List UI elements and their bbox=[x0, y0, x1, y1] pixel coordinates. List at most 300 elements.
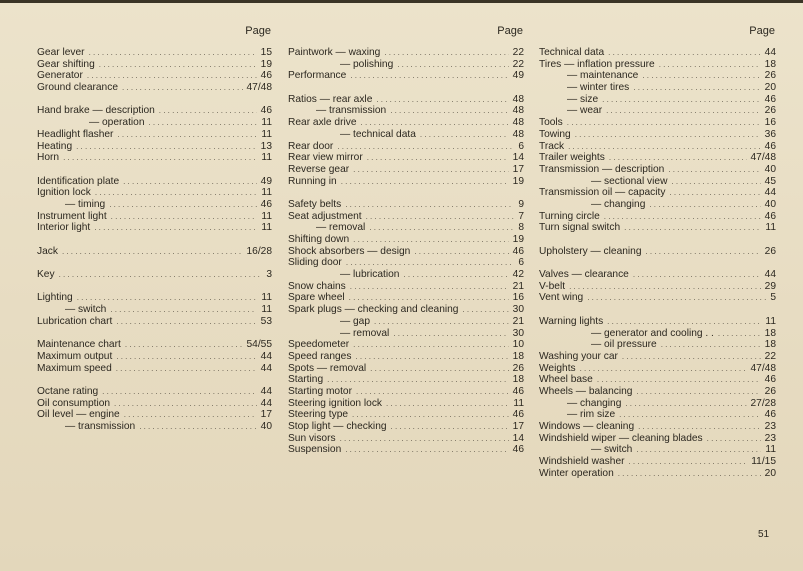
index-entry bbox=[288, 409, 524, 421]
index-term: — gap bbox=[340, 315, 371, 327]
index-term: — winter tires bbox=[567, 82, 630, 94]
dot-leader bbox=[669, 187, 760, 199]
index-term: Spare wheel bbox=[288, 292, 345, 304]
dot-leader bbox=[139, 421, 256, 433]
index-page-ref: 3 bbox=[266, 269, 272, 281]
index-page-ref: 14 bbox=[512, 152, 524, 164]
index-page-ref: 22 bbox=[512, 47, 524, 58]
dot-leader bbox=[403, 269, 508, 281]
index-entry bbox=[288, 199, 524, 211]
index-term: — maintenance bbox=[567, 70, 639, 82]
dot-leader bbox=[636, 386, 760, 398]
dot-leader bbox=[353, 164, 509, 176]
index-entry bbox=[37, 398, 272, 410]
index-term: Shifting down bbox=[288, 234, 350, 245]
index-term: Instrument light bbox=[37, 210, 107, 222]
index-page-ref: 15 bbox=[260, 47, 272, 58]
index-term: Turning circle bbox=[539, 210, 600, 222]
index-entry bbox=[539, 59, 776, 71]
index-page-ref: 48 bbox=[512, 128, 524, 140]
index-page-ref: 54/55 bbox=[246, 339, 272, 351]
index-page-ref: 9 bbox=[518, 198, 524, 210]
index-term: Maintenance chart bbox=[37, 339, 121, 351]
index-page-ref: 16 bbox=[512, 292, 524, 304]
dot-leader bbox=[94, 222, 257, 234]
dot-leader bbox=[384, 47, 508, 59]
index-term: Windshield wiper — cleaning blades bbox=[539, 432, 703, 444]
index-page-ref: 11 bbox=[261, 210, 272, 222]
index-term: Reverse gear bbox=[288, 163, 350, 175]
dot-leader bbox=[636, 444, 761, 456]
index-page-ref: 17 bbox=[512, 421, 524, 432]
index-entry bbox=[37, 351, 272, 363]
index-term: — changing bbox=[567, 397, 622, 409]
index-spacer bbox=[288, 187, 524, 199]
index-term: Heating bbox=[37, 140, 73, 152]
index-entry bbox=[288, 211, 524, 223]
index-term: — oil pressure bbox=[591, 339, 657, 351]
index-spacer bbox=[539, 304, 776, 316]
index-entry bbox=[37, 117, 272, 129]
dot-leader bbox=[102, 386, 256, 398]
index-entry bbox=[539, 117, 776, 129]
index-term: Maximum speed bbox=[37, 362, 112, 374]
index-term: Vent wing bbox=[539, 292, 584, 304]
index-page-ref: 27/28 bbox=[750, 397, 776, 409]
index-term: Identification plate bbox=[37, 175, 120, 187]
index-term: — rim size bbox=[567, 409, 616, 421]
dot-leader bbox=[659, 59, 761, 71]
index-entry bbox=[539, 94, 776, 106]
index-term: Seat adjustment bbox=[288, 210, 362, 222]
index-term: Maximum output bbox=[37, 350, 113, 362]
index-page-ref: 16/28 bbox=[246, 245, 272, 257]
index-page-ref: 49 bbox=[512, 70, 524, 82]
index-term: — size bbox=[567, 93, 599, 105]
dot-leader bbox=[341, 176, 509, 188]
index-entry bbox=[37, 211, 272, 223]
index-entry bbox=[288, 152, 524, 164]
index-page-ref: 40 bbox=[764, 198, 776, 210]
index-entry bbox=[37, 316, 272, 328]
index-term: Starting motor bbox=[288, 385, 352, 397]
index-term: Paintwork — waxing bbox=[288, 47, 381, 58]
index-page-ref: 46 bbox=[260, 70, 272, 82]
index-page-ref: 11 bbox=[765, 222, 776, 234]
index-term: Hand brake — description bbox=[37, 105, 155, 117]
dot-leader bbox=[597, 374, 761, 386]
index-term: Rear view mirror bbox=[288, 152, 363, 164]
index-term: Generator bbox=[37, 70, 83, 82]
dot-leader bbox=[420, 129, 509, 141]
index-term: Ignition lock bbox=[37, 187, 91, 199]
index-page-ref: 44 bbox=[260, 385, 272, 397]
dot-leader bbox=[114, 398, 257, 410]
index-entry bbox=[288, 386, 524, 398]
dot-leader bbox=[349, 292, 509, 304]
index-entry bbox=[539, 269, 776, 281]
dot-leader bbox=[124, 409, 257, 421]
index-entry bbox=[288, 117, 524, 129]
dot-leader bbox=[352, 409, 509, 421]
dot-leader bbox=[575, 129, 761, 141]
index-term: Valves — clearance bbox=[539, 269, 629, 281]
index-page-ref: 46 bbox=[512, 444, 524, 456]
dot-leader bbox=[462, 304, 508, 316]
index-term: Sliding door bbox=[288, 257, 342, 269]
index-page-ref: 20 bbox=[764, 467, 776, 479]
dot-leader bbox=[350, 70, 508, 82]
index-spacer bbox=[288, 82, 524, 94]
dot-leader bbox=[59, 269, 263, 281]
index-entry bbox=[288, 164, 524, 176]
page-column-header: Page bbox=[245, 25, 271, 37]
page-number: 51 bbox=[758, 529, 770, 540]
index-entry bbox=[288, 363, 524, 375]
dot-leader bbox=[374, 316, 509, 328]
index-entry bbox=[288, 129, 524, 141]
index-term: Track bbox=[539, 140, 565, 152]
index-term: Lighting bbox=[37, 292, 73, 304]
index-term: Sun visors bbox=[288, 432, 336, 444]
index-entry bbox=[288, 433, 524, 445]
dot-leader bbox=[356, 386, 509, 398]
index-spacer bbox=[37, 328, 272, 340]
index-entry bbox=[288, 316, 524, 328]
index-term: Stop light — checking bbox=[288, 421, 387, 432]
index-entry bbox=[539, 105, 776, 117]
dot-leader bbox=[123, 176, 257, 188]
index-page-ref: 13 bbox=[260, 140, 272, 152]
index-page-ref: 10 bbox=[512, 339, 524, 351]
index-page-ref: 36 bbox=[764, 128, 776, 140]
dot-leader bbox=[355, 351, 508, 363]
index-term: Speed ranges bbox=[288, 350, 352, 362]
scan-edge bbox=[0, 0, 803, 3]
index-entry bbox=[37, 141, 272, 153]
index-term: Octane rating bbox=[37, 385, 99, 397]
dot-leader bbox=[391, 421, 509, 433]
index-term: Performance bbox=[288, 70, 347, 82]
index-page-ref: 8 bbox=[518, 222, 524, 234]
index-term: Rear axle drive bbox=[288, 117, 357, 129]
index-page-ref: 47/48 bbox=[750, 362, 776, 374]
index-term: Safety belts bbox=[288, 198, 342, 210]
index-page-ref: 42 bbox=[512, 269, 524, 281]
index-spacer bbox=[37, 281, 272, 293]
index-page-ref: 40 bbox=[260, 421, 272, 432]
dot-leader bbox=[77, 292, 258, 304]
dot-leader bbox=[87, 70, 257, 82]
dot-leader bbox=[707, 433, 761, 445]
dot-leader bbox=[125, 339, 243, 351]
dot-leader bbox=[350, 281, 509, 293]
index-entry bbox=[539, 351, 776, 363]
index-spacer bbox=[37, 164, 272, 176]
index-term: Interior light bbox=[37, 222, 91, 234]
dot-leader bbox=[609, 152, 747, 164]
index-term: Gear shifting bbox=[37, 58, 95, 70]
index-page-ref: 21 bbox=[512, 280, 524, 292]
index-entry bbox=[37, 304, 272, 316]
dot-leader bbox=[345, 199, 514, 211]
index-entry bbox=[288, 444, 524, 456]
index-page-ref: 49 bbox=[260, 175, 272, 187]
index-term: Horn bbox=[37, 152, 60, 164]
index-page-ref: 5 bbox=[770, 292, 776, 304]
index-term: Transmission oil — capacity bbox=[539, 187, 666, 199]
index-entry bbox=[539, 433, 776, 445]
index-term: Gear lever bbox=[37, 47, 85, 58]
index-term: Weights bbox=[539, 362, 576, 374]
index-page-ref: 26 bbox=[764, 105, 776, 117]
index-page-ref: 26 bbox=[512, 362, 524, 374]
index-term: Warning lights bbox=[539, 315, 604, 327]
dot-leader bbox=[386, 398, 509, 410]
index-page-ref: 11 bbox=[261, 222, 272, 234]
index-entry bbox=[37, 363, 272, 375]
index-spacer bbox=[539, 234, 776, 246]
dot-leader bbox=[337, 141, 514, 153]
dot-leader bbox=[622, 351, 761, 363]
index-entry bbox=[37, 246, 272, 258]
index-page-ref: 30 bbox=[512, 327, 524, 339]
index-page-ref: 48 bbox=[512, 105, 524, 117]
index-page-ref: 23 bbox=[764, 421, 776, 432]
index-page-ref: 46 bbox=[260, 105, 272, 117]
index-page-ref: 46 bbox=[764, 140, 776, 152]
dot-leader bbox=[109, 199, 256, 211]
index-page-ref: 44 bbox=[764, 269, 776, 281]
dot-leader bbox=[602, 94, 761, 106]
index-spacer bbox=[37, 374, 272, 386]
index-term: Speedometer bbox=[288, 339, 350, 351]
dot-leader bbox=[369, 222, 514, 234]
dot-leader bbox=[361, 117, 509, 129]
index-page-ref: 48 bbox=[512, 117, 524, 129]
dot-leader bbox=[393, 328, 508, 340]
index-term: — sectional view bbox=[591, 175, 668, 187]
index-page-ref: 20 bbox=[764, 82, 776, 94]
index-term: — transmission bbox=[316, 105, 387, 117]
index-page-ref: 46 bbox=[764, 374, 776, 386]
index-entry bbox=[288, 304, 524, 316]
index-entry bbox=[288, 257, 524, 269]
dot-leader bbox=[625, 398, 746, 410]
index-entry bbox=[37, 199, 272, 211]
dot-leader bbox=[607, 316, 761, 328]
dot-leader bbox=[111, 211, 258, 223]
index-term: — transmission bbox=[65, 421, 136, 432]
dot-leader bbox=[99, 59, 257, 71]
index-entry bbox=[37, 269, 272, 281]
index-term: Technical data bbox=[539, 47, 605, 58]
index-term: Running in bbox=[288, 175, 337, 187]
dot-leader bbox=[117, 129, 257, 141]
index-term: Ground clearance bbox=[37, 82, 118, 94]
dot-leader bbox=[76, 141, 257, 153]
index-term: Spark plugs — checking and cleaning bbox=[288, 304, 459, 316]
dot-leader bbox=[569, 281, 761, 293]
index-term: Spots — removal bbox=[288, 362, 367, 374]
index-page-ref: 11 bbox=[261, 292, 272, 304]
index-column-3 bbox=[539, 25, 776, 479]
index-entry bbox=[288, 59, 524, 71]
dot-leader bbox=[122, 82, 243, 94]
index-entry bbox=[288, 269, 524, 281]
index-entry bbox=[539, 339, 776, 351]
index-spacer bbox=[37, 234, 272, 246]
index-entry bbox=[539, 409, 776, 421]
index-entry bbox=[37, 82, 272, 94]
index-page-ref: 17 bbox=[512, 163, 524, 175]
dot-leader bbox=[159, 105, 257, 117]
index-page-ref: 26 bbox=[764, 385, 776, 397]
index-term: — switch bbox=[65, 304, 107, 316]
index-page-ref: 30 bbox=[512, 304, 524, 316]
index-entry bbox=[539, 468, 776, 480]
index-entry bbox=[539, 211, 776, 223]
dot-leader bbox=[367, 152, 509, 164]
index-entry bbox=[37, 70, 272, 82]
index-entry bbox=[288, 70, 524, 82]
index-entry bbox=[539, 199, 776, 211]
dot-leader bbox=[346, 257, 515, 269]
index-entry bbox=[288, 176, 524, 188]
index-page-ref: 46 bbox=[764, 409, 776, 421]
page-column-header: Page bbox=[749, 25, 775, 37]
index-term: Turn signal switch bbox=[539, 222, 621, 234]
index-term: — changing bbox=[591, 198, 646, 210]
index-page-ref: 40 bbox=[764, 163, 776, 175]
index-entry bbox=[288, 246, 524, 258]
dot-leader bbox=[345, 444, 508, 456]
dot-leader bbox=[397, 59, 508, 71]
dot-leader bbox=[353, 234, 508, 246]
index-page-ref: 18 bbox=[764, 327, 776, 339]
index-page-ref: 22 bbox=[764, 350, 776, 362]
index-term: — lubrication bbox=[340, 269, 400, 281]
index-term: Tires — inflation pressure bbox=[539, 58, 655, 70]
index-page-ref: 47/48 bbox=[750, 152, 776, 164]
index-entry bbox=[288, 234, 524, 246]
dot-leader bbox=[661, 339, 761, 351]
index-term: Steering type bbox=[288, 409, 349, 421]
index-entry bbox=[539, 187, 776, 199]
index-entry bbox=[37, 59, 272, 71]
dot-leader bbox=[63, 152, 257, 164]
index-entry bbox=[539, 164, 776, 176]
dot-leader bbox=[149, 117, 258, 129]
dot-leader bbox=[89, 47, 257, 59]
index-page-ref: 6 bbox=[518, 140, 524, 152]
index-entry bbox=[539, 444, 776, 456]
index-term: Headlight flasher bbox=[37, 128, 114, 140]
page-column-header: Page bbox=[497, 25, 523, 37]
index-entry bbox=[539, 421, 776, 433]
index-term: Suspension bbox=[288, 444, 342, 456]
dot-leader bbox=[604, 211, 761, 223]
index-entry bbox=[37, 292, 272, 304]
index-entry bbox=[288, 374, 524, 386]
index-term: Rear door bbox=[288, 140, 334, 152]
index-page-ref: 45 bbox=[764, 175, 776, 187]
dot-leader bbox=[568, 141, 761, 153]
index-entry bbox=[37, 222, 272, 234]
index-term: Trailer weights bbox=[539, 152, 605, 164]
index-page-ref: 7 bbox=[518, 210, 524, 222]
index-page-ref: 47/48 bbox=[246, 82, 272, 94]
index-entry bbox=[539, 70, 776, 82]
index-term: — removal bbox=[316, 222, 366, 234]
index-term: Wheels — balancing bbox=[539, 385, 633, 397]
index-page-ref: 46 bbox=[512, 409, 524, 421]
dot-leader bbox=[633, 82, 760, 94]
index-entry bbox=[539, 374, 776, 386]
index-entry bbox=[37, 105, 272, 117]
index-entry bbox=[539, 222, 776, 234]
index-entry bbox=[539, 281, 776, 293]
index-page-ref: 18 bbox=[512, 350, 524, 362]
index-page-ref: 46 bbox=[764, 210, 776, 222]
dot-leader bbox=[633, 269, 761, 281]
index-term: Upholstery — cleaning bbox=[539, 245, 642, 257]
dot-leader bbox=[619, 409, 761, 421]
index-column-1 bbox=[37, 25, 272, 433]
index-page-ref: 44 bbox=[260, 397, 272, 409]
index-entry bbox=[288, 292, 524, 304]
index-term: — wear bbox=[567, 105, 603, 117]
index-entry bbox=[539, 246, 776, 258]
index-term: Oil consumption bbox=[37, 397, 111, 409]
index-page-ref: 26 bbox=[764, 245, 776, 257]
index-page-ref: 44 bbox=[260, 350, 272, 362]
index-page-ref: 19 bbox=[512, 175, 524, 187]
index-entry bbox=[288, 47, 524, 59]
index-entry bbox=[539, 316, 776, 328]
index-entry bbox=[539, 47, 776, 59]
dot-leader bbox=[353, 339, 508, 351]
index-page-ref: 22 bbox=[512, 58, 524, 70]
index-entry bbox=[539, 386, 776, 398]
index-page-ref: 44 bbox=[764, 187, 776, 199]
dot-leader bbox=[390, 105, 508, 117]
dot-leader bbox=[646, 246, 761, 258]
index-page-ref: 18 bbox=[512, 374, 524, 386]
index-term: — technical data bbox=[340, 128, 416, 140]
dot-leader bbox=[370, 363, 509, 375]
index-page-ref: 46 bbox=[260, 198, 272, 210]
index-page-ref: 17 bbox=[260, 409, 272, 421]
index-term: Steering ignition lock bbox=[288, 397, 383, 409]
index-entry bbox=[37, 176, 272, 188]
index-entry bbox=[288, 141, 524, 153]
index-entry bbox=[288, 339, 524, 351]
index-spacer bbox=[37, 257, 272, 269]
index-entry bbox=[37, 187, 272, 199]
index-page-ref: 46 bbox=[764, 93, 776, 105]
index-page-ref: 11 bbox=[765, 444, 776, 456]
index-entry bbox=[539, 152, 776, 164]
dot-leader bbox=[668, 164, 760, 176]
index-entry bbox=[288, 328, 524, 340]
dot-leader bbox=[116, 363, 257, 375]
dot-leader bbox=[624, 222, 761, 234]
dot-leader bbox=[642, 70, 760, 82]
index-entry bbox=[539, 141, 776, 153]
index-entry bbox=[37, 339, 272, 351]
index-entry bbox=[288, 94, 524, 106]
